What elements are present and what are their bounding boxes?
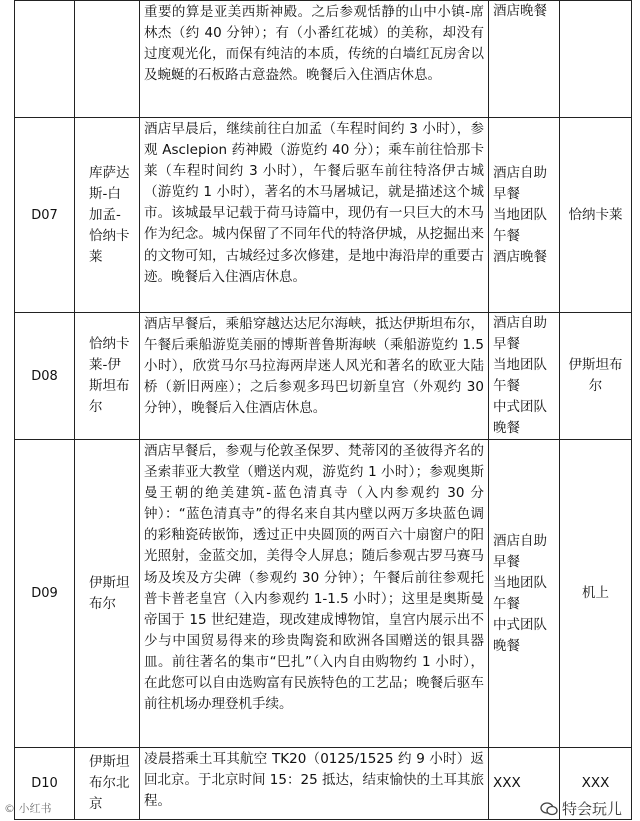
itinerary-table (14, 0, 632, 820)
table-row (15, 1, 632, 118)
table-row (15, 313, 632, 440)
day-cell: D08 (15, 313, 75, 440)
description-cell: 酒店早晨后，继续前往白加孟（车程时间约 3 小时），参观 Asclepion 药神殿（游览约 40 分）；乘车前往恰那卡莱（车程时间约 3 小时），午餐后驱车前往特洛伊古城（游览约 1 小时），著名的木马屠城记，就是描述这个城市。该城最早记载于荷马诗篇中，现仍有一只巨大的木马作为纪念。城内保留了不同年代的特洛伊城，从挖掘出来的文物可知，古城经过多次修建，是地中海沿岸的重要古迹。晚餐后入住酒店休息。 (140, 118, 489, 313)
day-cell: D07 (15, 118, 75, 313)
hotel-cell: 恰纳卡莱 (560, 118, 632, 313)
meal-item: 当地团队午餐 (493, 357, 547, 394)
description-cell: 重要的算是亚美西斯神殿。之后参观恬静的山中小镇-席林杰（约 40 分钟）；有（小番红花城）的美称，却没有过度观光化，而保有纯洁的本质，传统的白墙红瓦房舍以及蜿蜒的石板路古意盎然。晚餐后入住酒店休息。 (140, 1, 489, 118)
hotel-cell: XXX (560, 748, 632, 820)
meals-cell (489, 1, 560, 118)
day-cell: D09 (15, 440, 75, 748)
route-cell: 库萨达斯-白加孟-恰纳卡莱 (75, 118, 140, 313)
meal-item: 酒店晚餐 (493, 3, 547, 19)
meals-cell (489, 440, 560, 748)
description-cell: 酒店早餐后，参观与伦敦圣保罗、梵蒂冈的圣彼得齐名的圣索菲亚大教堂（赠送内观，游览约 1 小时）；参观奥斯曼王朝的绝美建筑-蓝色清真寺（入内参观约 30 分钟）：“蓝色清真寺”的得名来自其内壁以两万多块蓝色调的彩釉瓷砖嵌饰，透过正中央圆顶的两百六十扇窗户的阳光照射，金蓝交加，美得令人屏息；随后参观古罗马赛马场及埃及方尖碑（参观约 30 分钟）；午餐后前往参观托普卡普老皇宫（入内参观约 1-1.5 小时）；这里是奥斯曼帝国于 15 世纪建造，现改建成博物馆，皇宫内展示出不少与中国贸易得来的珍贵陶瓷和欧洲各国赠送的银具器皿。前往著名的集市“巴扎”（入内自由购物约 1 小时），在此您可以自由选购富有民族特色的工艺品；晚餐后驱车前往机场办理登机手续。 (140, 440, 489, 748)
table-row (15, 440, 632, 748)
meals-cell (489, 313, 560, 440)
meal-item: XXX (493, 775, 521, 791)
watermark-right (540, 798, 622, 819)
route-cell (75, 1, 140, 118)
meal-item: 当地团队午餐 (493, 206, 547, 244)
meal-item: 当地团队午餐 (493, 574, 547, 612)
meal-item: 中式团队晚餐 (493, 399, 547, 436)
meal-item: 酒店自助早餐 (493, 164, 547, 202)
meal-item: 酒店自助早餐 (493, 532, 547, 570)
description-cell: 酒店早餐后，乘船穿越达达尼尔海峡，抵达伊斯坦布尔，午餐后乘船游览美丽的博斯普鲁斯海峡（乘船游览约 1.5 小时），欣赏马尔马拉海两岸迷人风光和著名的欧亚大陆桥（新旧两座）；之后参观多玛巴切新皇宫（外观约 30 分钟），晚餐后入住酒店休息。 (140, 313, 489, 440)
hotel-cell: 伊斯坦布尔 (560, 313, 632, 440)
meals-cell (489, 118, 560, 313)
hotel-cell (560, 1, 632, 118)
day-cell (15, 1, 75, 118)
watermark-left: © 小红书 (4, 802, 52, 815)
table-row (15, 748, 632, 820)
meal-item: 酒店自助早餐 (493, 315, 547, 352)
day-cell: D10 (15, 748, 75, 820)
watermark-text: 特会玩儿 (561, 800, 622, 818)
route-cell: 伊斯坦布尔北京 (75, 748, 140, 820)
meal-item: 中式团队晚餐 (493, 616, 547, 654)
chat-bubble-icon (540, 802, 558, 816)
route-cell: 恰纳卡莱-伊斯坦布尔 (75, 313, 140, 440)
meal-item: 酒店晚餐 (493, 248, 547, 265)
table-row (15, 118, 632, 313)
route-cell: 伊斯坦布尔 (75, 440, 140, 748)
description-cell: 凌晨搭乘土耳其航空 TK20（0125/1525 约 9 小时）返回北京。于北京时间 15：25 抵达，结束愉快的土耳其旅程。 (140, 748, 489, 820)
hotel-cell: 机上 (560, 440, 632, 748)
